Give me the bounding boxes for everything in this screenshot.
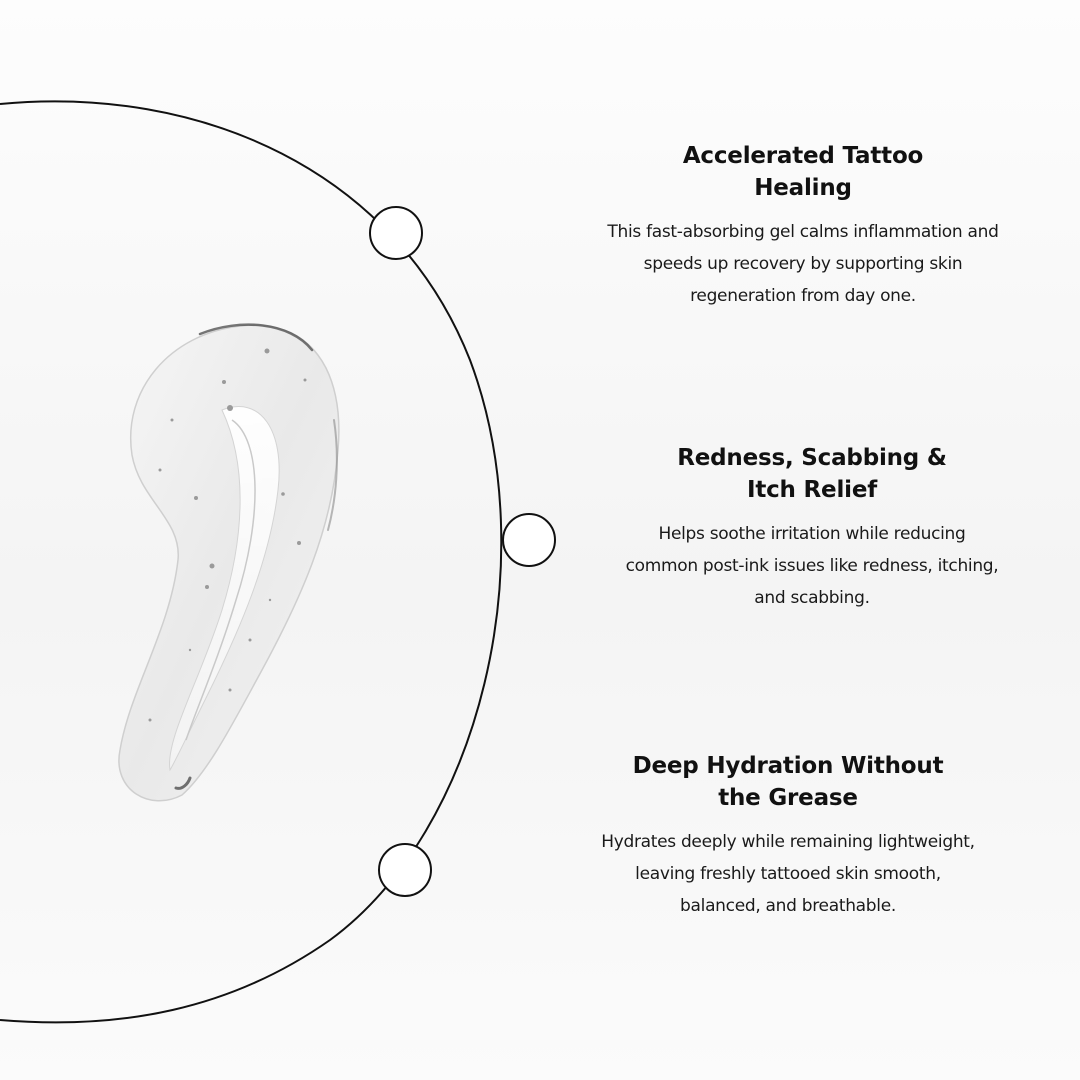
feature-title: Redness, Scabbing & Itch Relief [677,445,947,503]
feature-description: Hydrates deeply while remaining lightweight, leaving freshly tattooed skin smooth, balanced, and breathable. [601,832,975,916]
feature-description: Helps soothe irritation while reducing common post-ink issues like redness, itching, and scabbing. [625,524,999,608]
feature-block-hydration [598,750,978,922]
timeline-node-3 [379,844,431,896]
feature-title: Accelerated Tattoo Healing [682,143,924,201]
gel-swatch-image [119,325,339,801]
timeline-node-1 [370,207,422,259]
feature-block-relief [622,442,1002,614]
timeline-node-2 [503,514,555,566]
gel-swatch-body [119,325,339,801]
feature-block-healing [603,140,1003,312]
feature-description: This fast-absorbing gel calms inflammation and speeds up recovery by supporting skin regeneration from day one. [607,222,999,306]
feature-title: Deep Hydration Without the Grease [632,753,944,811]
